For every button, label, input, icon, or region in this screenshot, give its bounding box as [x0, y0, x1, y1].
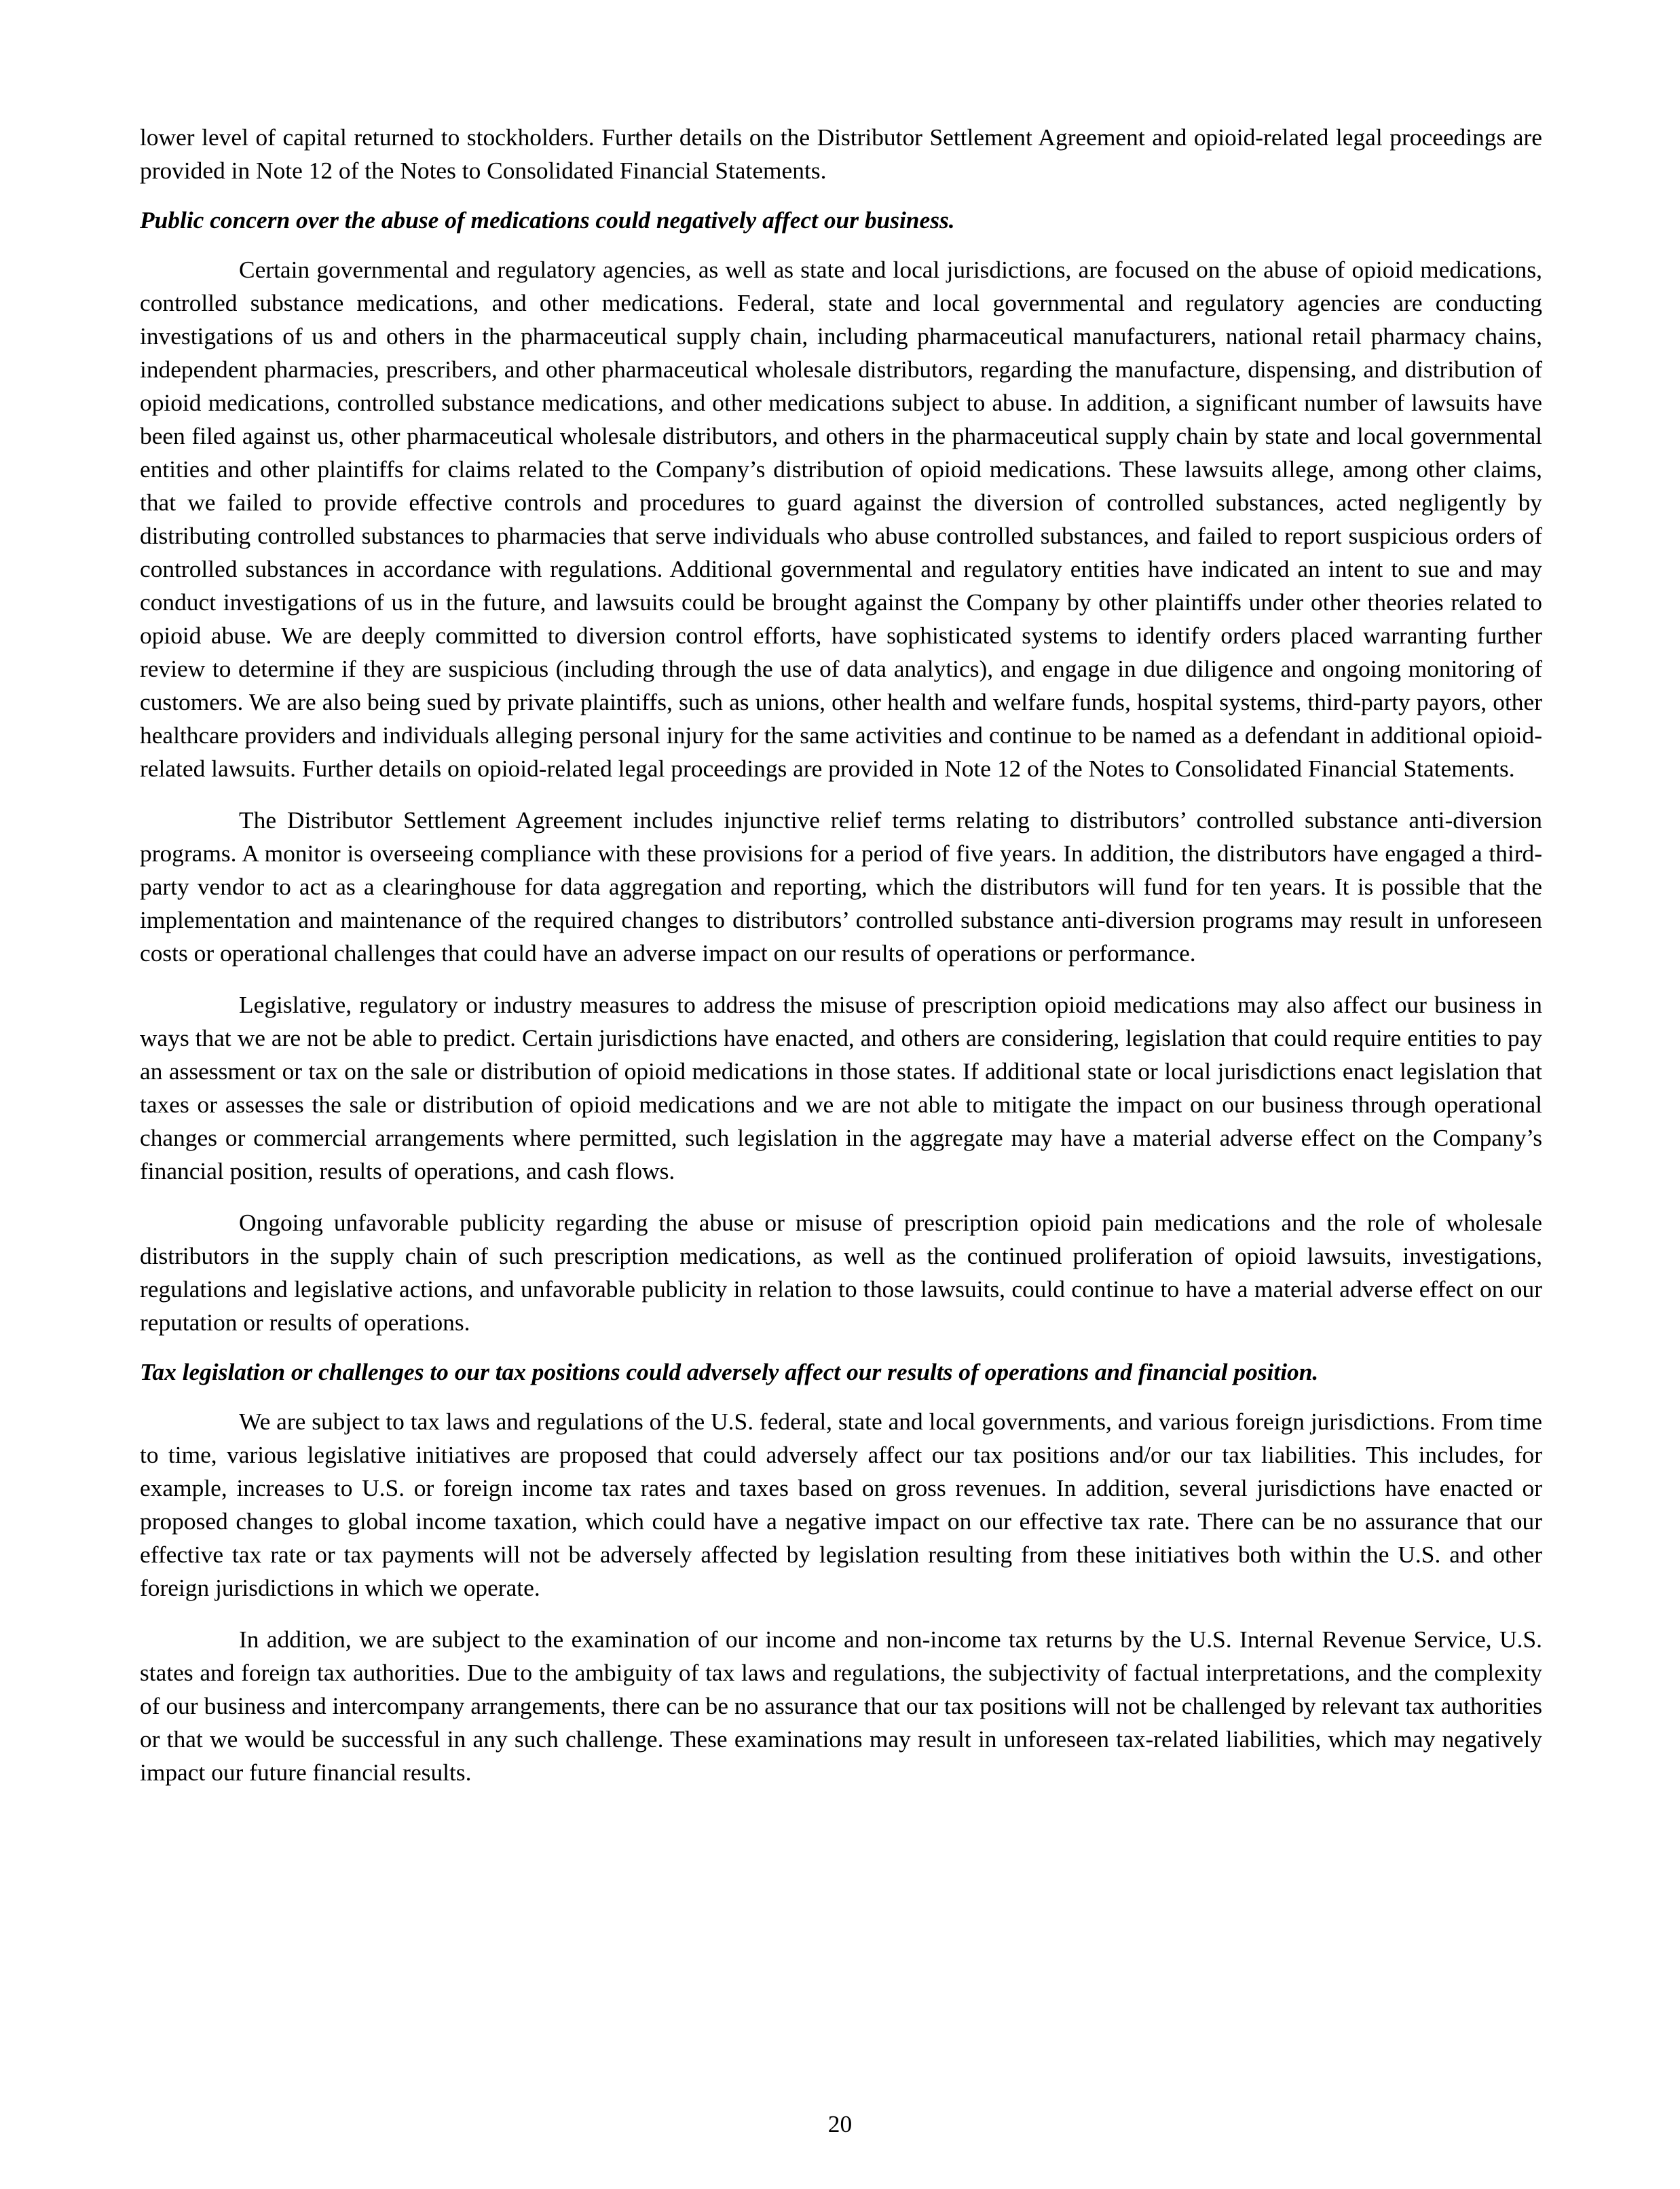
- body-paragraph: We are subject to tax laws and regulations of the U.S. federal, state and local governments, and various foreign jurisdictions. From time to time, various legislative initiatives are proposed that could adversely affect our tax positions and/or our tax liabilities. This includes, for example, increases to U.S. or foreign income tax rates and taxes based on gross revenues. In addition, several jurisdictions have enacted or proposed changes to global income taxation, which could have a negative impact on our effective tax rate. There can be no assurance that our effective tax rate or tax payments will not be adversely affected by legislation resulting from these initiatives both within the U.S. and other foreign jurisdictions in which we operate.: [140, 1408, 1542, 1601]
- document-page: [140, 121, 1542, 1789]
- section-heading-tax-legislation: Tax legislation or challenges to our tax positions could adversely affect our results of operations and financial position.: [140, 1358, 1319, 1385]
- body-paragraph: The Distributor Settlement Agreement includes injunctive relief terms relating to distributors’ controlled substance anti-diversion programs. A monitor is overseeing compliance with these provisions for a period of five years. In addition, the distributors have engaged a third-party vendor to act as a clearinghouse for data aggregation and reporting, which the distributors will fund for ten years. It is possible that the implementation and maintenance of the required changes to distributors’ controlled substance anti-diversion programs may result in unforeseen costs or operational challenges that could have an adverse impact on our results of operations or performance.: [140, 806, 1542, 967]
- body-paragraph: Certain governmental and regulatory agencies, as well as state and local jurisdictions, are focused on the abuse of opioid medications, controlled substance medications, and other medications. Federal, state and local governmental and regulatory agencies are conducting investigations of us and others in the pharmaceutical supply chain, including pharmaceutical manufacturers, national retail pharmacy chains, independent pharmacies, prescribers, and other pharmaceutical wholesale distributors, regarding the manufacture, dispensing, and distribution of opioid medications, controlled substance medications, and other medications subject to abuse. In addition, a significant number of lawsuits have been filed against us, other pharmaceutical wholesale distributors, and others in the pharmaceutical supply chain by state and local governmental entities and other plaintiffs for claims related to the Company’s distribution of opioid medications. These lawsuits allege, among other claims, that we failed to provide effective controls and procedures to guard against the diversion of controlled substances, acted negligently by distributing controlled substances to pharmacies that serve individuals who abuse controlled substances, and failed to report suspicious orders of controlled substances in accordance with regulations. Additional governmental and regulatory entities have indicated an intent to sue and may conduct investigations of us in the future, and lawsuits could be brought against the Company by other plaintiffs under other theories related to opioid abuse. We are deeply committed to diversion control efforts, have sophisticated systems to identify orders placed warranting further review to determine if they are suspicious (including through the use of data analytics), and engage in due diligence and ongoing monitoring of customers. We are also being sued by private plaintiffs, such as unions, other health and welfare funds, hospital systems, third-party payors, other healthcare providers and individuals alleging personal injury for the same activities and continue to be named as a defendant in additional opioid-related lawsuits. Further details on opioid-related legal proceedings are provided in Note 12 of the Notes to Consolidated Financial Statements.: [140, 256, 1542, 782]
- body-paragraph: In addition, we are subject to the examination of our income and non-income tax returns by the U.S. Internal Revenue Service, U.S. states and foreign tax authorities. Due to the ambiguity of tax laws and regulations, the subjectivity of factual interpretations, and the complexity of our business and intercompany arrangements, there can be no assurance that our tax positions will not be challenged by relevant tax authorities or that we would be successful in any such challenge. These examinations may result in unforeseen tax-related liabilities, which may negatively impact our future financial results.: [140, 1626, 1542, 1786]
- body-paragraph: Legislative, regulatory or industry measures to address the misuse of prescription opioid medications may also affect our business in ways that we are not be able to predict. Certain jurisdictions have enacted, and others are considering, legislation that could require entities to pay an assessment or tax on the sale or distribution of opioid medications in those states. If additional state or local jurisdictions enact legislation that taxes or assesses the sale or distribution of opioid medications and we are not able to mitigate the impact on our business through operational changes or commercial arrangements where permitted, such legislation in the aggregate may have a material adverse effect on the Company’s financial position, results of operations, and cash flows.: [140, 991, 1542, 1184]
- intro-paragraph: lower level of capital returned to stockholders. Further details on the Distributor Settlement Agreement and opioid-related legal proceedings are provided in Note 12 of the Notes to Consolidated Financial Statements.: [140, 124, 1542, 184]
- body-paragraph: Ongoing unfavorable publicity regarding the abuse or misuse of prescription opioid pain medications and the role of wholesale distributors in the supply chain of such prescription medications, as well as the continued proliferation of opioid lawsuits, investigations, regulations and legislative actions, and unfavorable publicity in relation to those lawsuits, could continue to have a material adverse effect on our reputation or results of operations.: [140, 1209, 1542, 1336]
- section-heading-public-concern: Public concern over the abuse of medications could negatively affect our business.: [140, 206, 955, 233]
- page-number: 20: [827, 2110, 853, 2137]
